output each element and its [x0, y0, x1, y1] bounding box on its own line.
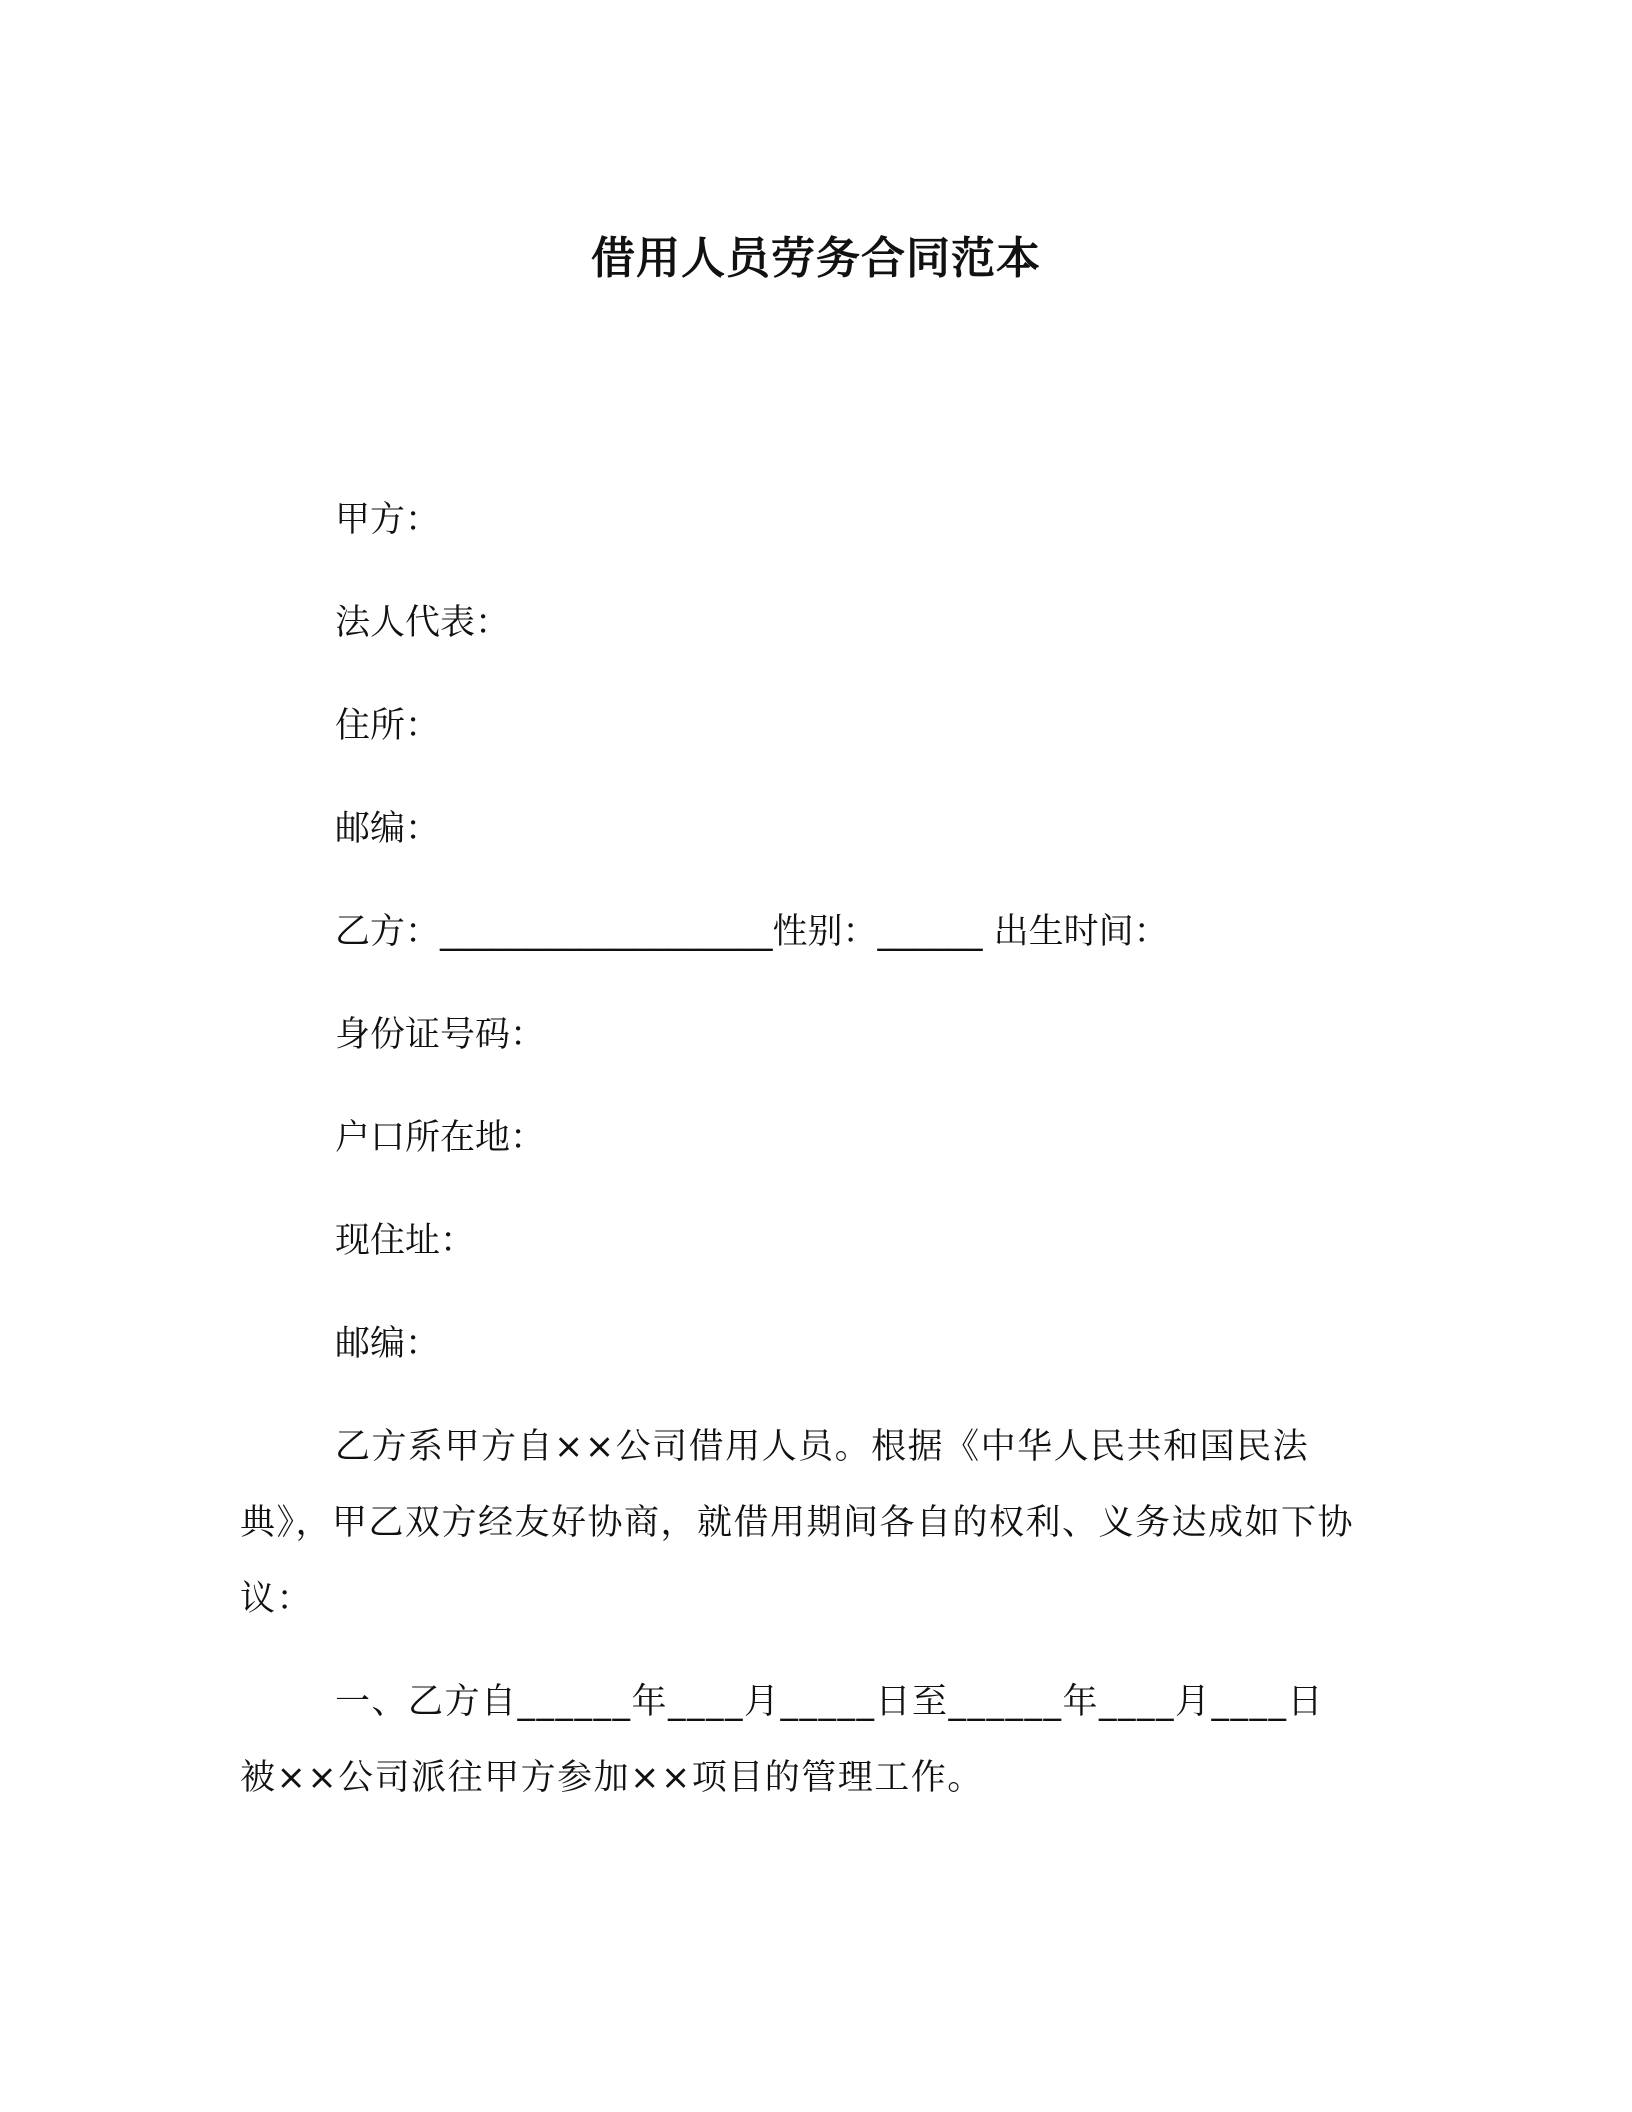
- field-postcode-a: 邮编：: [335, 809, 441, 849]
- field-postcode-b: 邮编：: [335, 1324, 441, 1364]
- field-legal-representative: 法人代表：: [335, 603, 511, 643]
- field-address: 住所：: [335, 706, 441, 746]
- field-current-address: 现住址：: [335, 1221, 476, 1261]
- field-household-registration: 户口所在地：: [335, 1118, 546, 1158]
- field-id-number: 身份证号码：: [335, 1015, 546, 1055]
- document-title: 借用人员劳务合同范本: [591, 233, 1041, 284]
- paragraph-clause-1: 一、乙方自______年____月_____日至______年____月____日被××公司派往甲方参加××项目的管理工作。: [240, 1682, 1325, 1798]
- field-party-b: 乙方：___________________性别：______ 出生时间：: [335, 912, 1169, 952]
- field-party-a: 甲方：: [335, 500, 441, 540]
- paragraph-intro: 乙方系甲方自××公司借用人员。根据《中华人民共和国民法典》，甲乙双方经友好协商，就借用期间各自的权利、义务达成如下协议：: [240, 1427, 1355, 1619]
